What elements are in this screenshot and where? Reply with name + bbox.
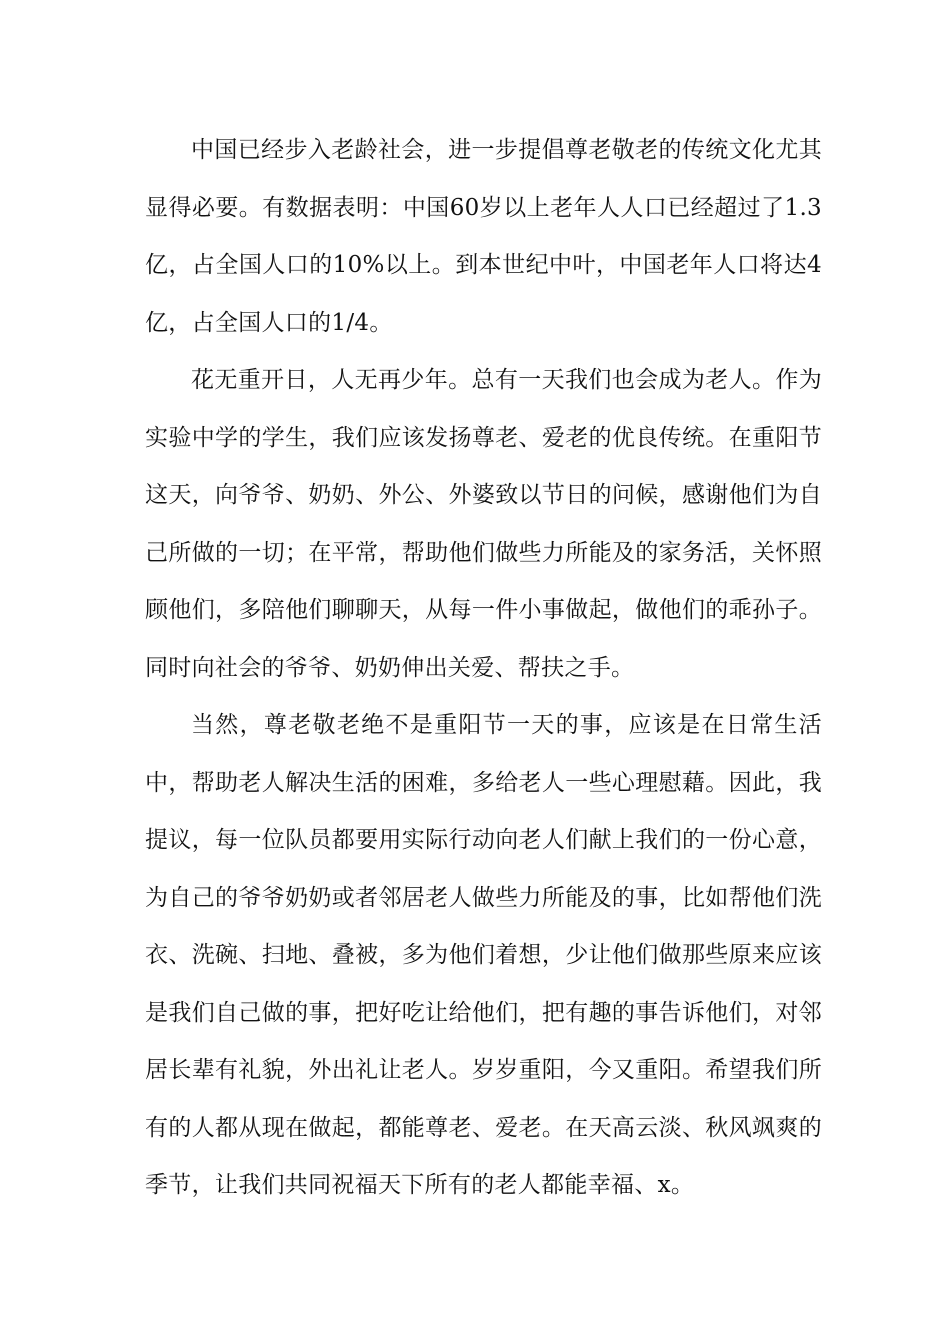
paragraph-1: 中国已经步入老龄社会，进一步提倡尊老敬老的传统文化尤其显得必要。有数据表明：中国60岁以上老年人人口已经超过了1.3亿，占全国人口的10%以上。到本世纪中叶，中国老年人口将达4亿，占全国人口的1/4。 [145, 137, 822, 336]
document-body [145, 122, 822, 1215]
paragraph-2: 花无重开日，人无再少年。总有一天我们也会成为老人。作为实验中学的学生，我们应该发扬尊老、爱老的优良传统。在重阳节这天，向爷爷、奶奶、外公、外婆致以节日的问候，感谢他们为自己所做的一切；在平常，帮助他们做些力所能及的家务活，关怀照顾他们，多陪他们聊聊天，从每一件小事做起，做他们的乖孙子。同时向社会的爷爷、奶奶伸出关爱、帮扶之手。 [145, 367, 822, 681]
paragraph-3: 当然，尊老敬老绝不是重阳节一天的事，应该是在日常生活中，帮助老人解决生活的困难，多给老人一些心理慰藉。因此，我提议，每一位队员都要用实际行动向老人们献上我们的一份心意，为自己的爷爷奶奶或者邻居老人做些力所能及的事，比如帮他们洗衣、洗碗、扫地、叠被，多为他们着想，少让他们做那些原来应该是我们自己做的事，把好吃让给他们，把有趣的事告诉他们，对邻居长辈有礼貌，外出礼让老人。岁岁重阳，今又重阳。希望我们所有的人都从现在做起，都能尊老、爱老。在天高云淡、秋风飒爽的季节，让我们共同祝福天下所有的老人都能幸福、x。 [145, 712, 822, 1198]
